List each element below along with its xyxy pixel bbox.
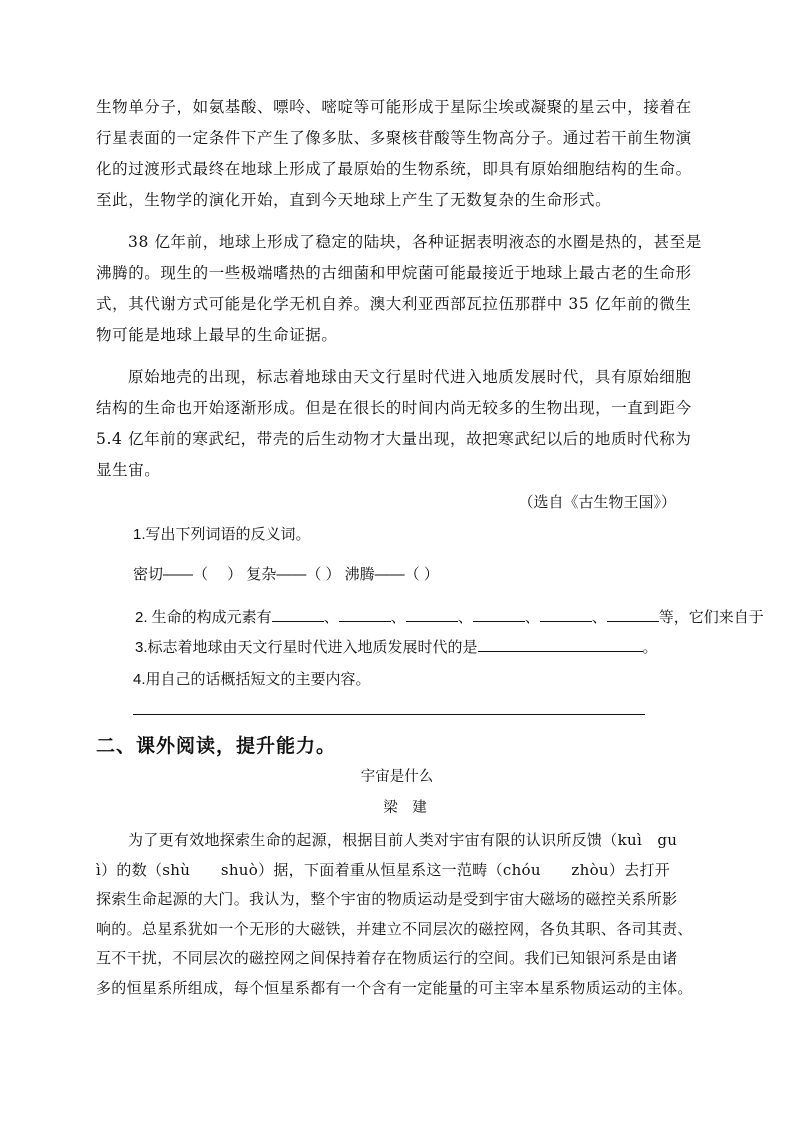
answer-blank[interactable] xyxy=(540,607,592,622)
separator: 、 xyxy=(591,609,607,626)
question-4: 4.用自己的话概括短文的主要内容。 xyxy=(133,671,371,688)
paragraph-3 xyxy=(96,362,696,486)
text-line: 物可能是地球上最早的生命证据。 xyxy=(96,326,338,344)
essay-title: 宇宙是什么 xyxy=(360,769,434,785)
question-2-prefix: 2. 生命的构成元素有 xyxy=(135,609,272,626)
text-line: 响的。总星系犹如一个无形的大磁铁，并建立不同层次的磁控网，各负其职、各司其责、 xyxy=(96,919,693,938)
question-3-prefix: 3.标志着地球由天文行星时代进入地质发展时代的是 xyxy=(135,639,478,656)
answer-line[interactable] xyxy=(133,714,645,715)
text-line: 生物单分子，如氨基酸、嘌呤、嘧啶等可能形成于星际尘埃或凝聚的星云中，接着在 xyxy=(96,98,692,116)
question-1: 1.写出下列词语的反义词。 xyxy=(133,526,311,543)
text-line: 结构的生命也开始逐渐形成。但是在很长的时间内尚无较多的生物出现，一直到距今 xyxy=(96,399,692,417)
text-line: 为了更有效地探索生命的起源，根据目前人类对宇宙有限的认识所反馈（kuì gu xyxy=(128,831,678,849)
text-line: 原始地壳的出现，标志着地球由天文行星时代进入地质发展时代，具有原始细胞 xyxy=(128,368,692,386)
text-line: 38 亿年前，地球上形成了稳定的陆块，各种证据表明液态的水圈是热的，甚至是 xyxy=(128,233,702,251)
text-line: 行星表面的一定条件下产生了像多肽、多聚核苷酸等生物高分子。通过若干前生物演 xyxy=(96,129,692,147)
separator: 、 xyxy=(390,609,406,626)
section-title: 二、课外阅读，提升能力。 xyxy=(96,735,337,757)
answer-blank[interactable] xyxy=(473,607,525,622)
question-2-suffix: 等，它们来自于 xyxy=(658,609,764,626)
text-line: 式，其代谢方式可能是化学无机自养。澳大利亚西部瓦拉伍那群中 35 亿年前的微生 xyxy=(96,295,692,313)
paragraph-2 xyxy=(96,227,702,351)
text-line: 沸腾的。现生的一些极端嗜热的古细菌和甲烷菌可能最接近于地球上最古老的生命形 xyxy=(96,264,692,282)
text-line: 显生宙。 xyxy=(96,461,161,479)
question-3-suffix: 。 xyxy=(642,639,658,656)
text-line: 互不干扰，不同层次的磁控网之间保持着存在物质运行的空间。我们已知银河系是由诸 xyxy=(96,949,678,967)
answer-blank[interactable] xyxy=(478,637,643,652)
text-line: 多的恒星系所组成，每个恒星系都有一个含有一定能量的可主宰本星系物质运动的主体。 xyxy=(96,978,693,997)
text-line: 化的过渡形式最终在地球上形成了最原始的生物系统，即具有原始细胞结构的生命。 xyxy=(96,160,692,178)
essay-body xyxy=(96,826,708,1003)
separator: 、 xyxy=(457,609,473,626)
essay-author: 梁 建 xyxy=(383,800,427,816)
separator: 、 xyxy=(323,609,339,626)
text-line: ì）的数（shù shuò）据，下面着重从恒星系这一范畴（chóu zhòu）去打开 xyxy=(96,860,671,879)
separator: 、 xyxy=(524,609,540,626)
answer-blank[interactable] xyxy=(339,607,391,622)
answer-blank[interactable] xyxy=(406,607,458,622)
question-1-items: 密切——（ ） 复杂——（ ） 沸腾——（ ） xyxy=(133,566,439,583)
text-line: 5.4 亿年前的寒武纪，带壳的后生动物才大量出现，故把寒武纪以后的地质时代称为 xyxy=(96,430,692,448)
text-line: 探索生命起源的大门。我认为，整个宇宙的物质运动是受到宇宙大磁场的磁控关系所影 xyxy=(96,890,678,908)
question-3 xyxy=(135,637,658,659)
paragraph-1 xyxy=(96,92,696,216)
source-citation: （选自《古生物王国》） xyxy=(518,493,676,511)
answer-blank[interactable] xyxy=(607,607,659,622)
question-2 xyxy=(135,607,764,629)
answer-blank[interactable] xyxy=(272,607,324,622)
text-line: 至此，生物学的演化开始，直到今天地球上产生了无数复杂的生命形式。 xyxy=(96,191,612,209)
